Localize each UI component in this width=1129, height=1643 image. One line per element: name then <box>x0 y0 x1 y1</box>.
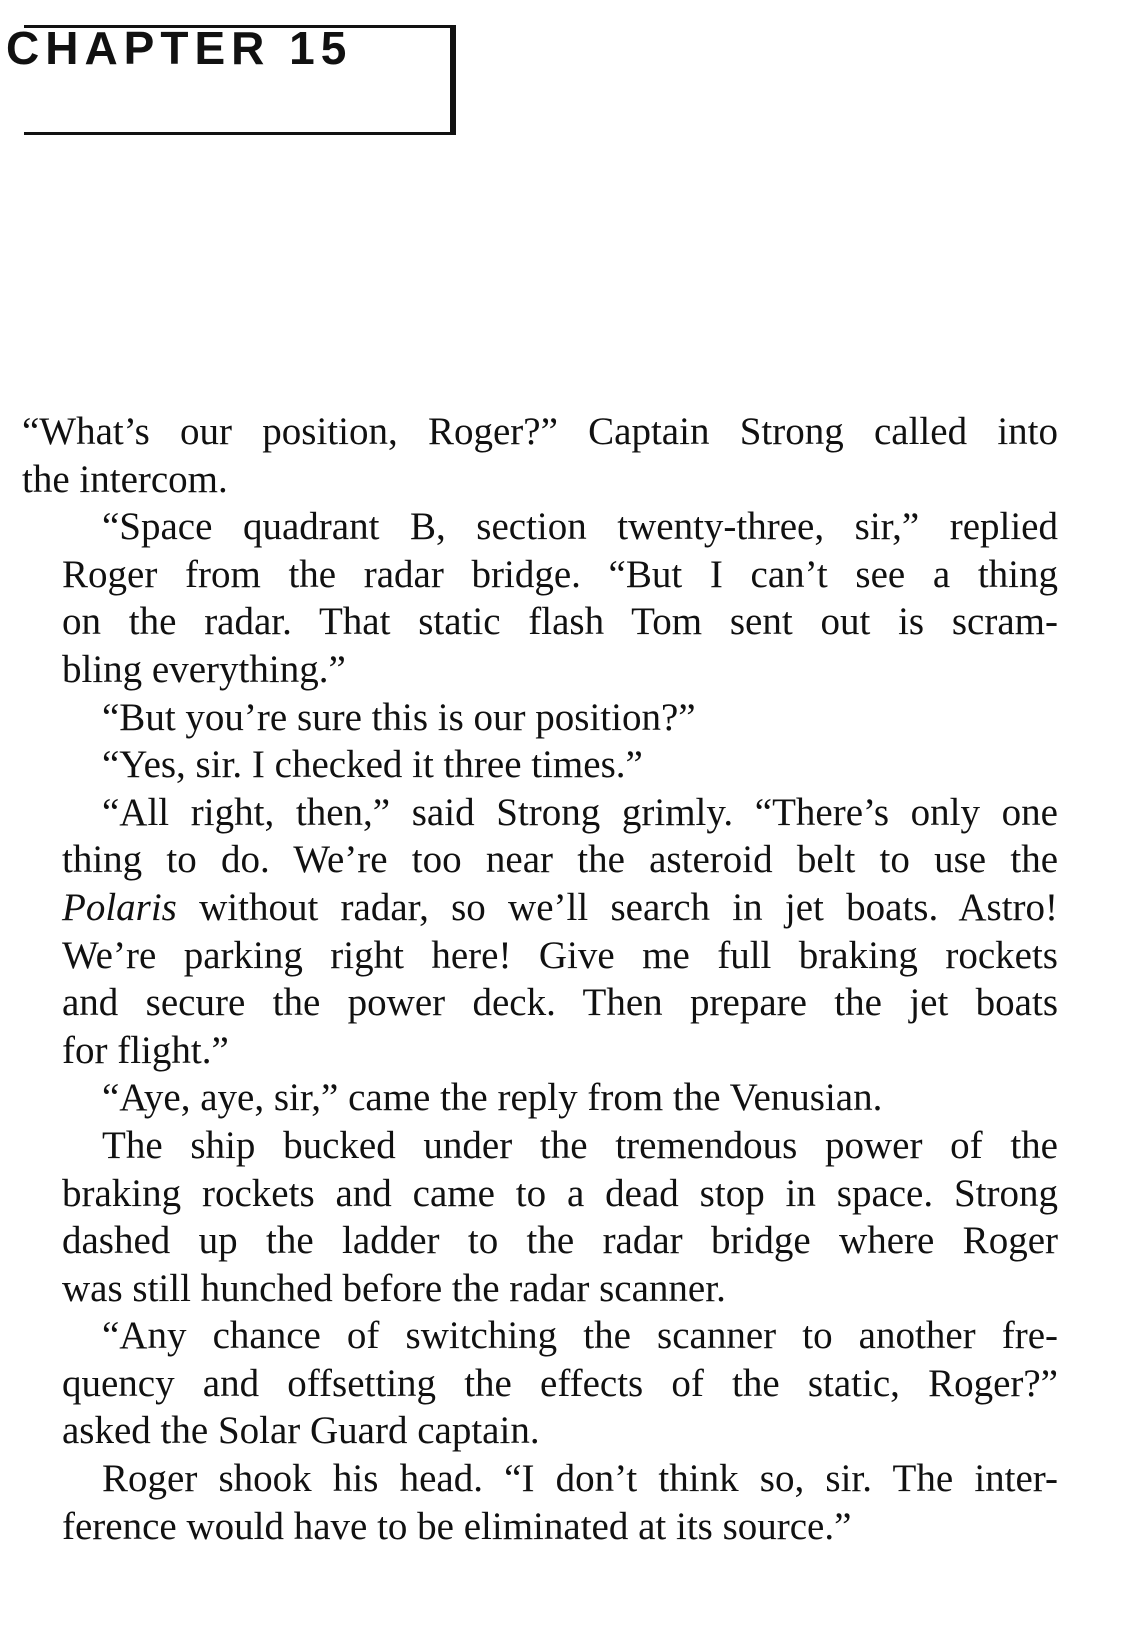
text-line: “Any chance of switching the scanner to another fre- <box>102 1314 1058 1358</box>
chapter-heading: CHAPTER 15 <box>6 22 353 74</box>
paragraph <box>22 503 1058 693</box>
text-line: Roger shook his head. “I don’t think so, sir. The inter- <box>102 1457 1058 1501</box>
text-line: on the radar. That static flash Tom sent out is scram- <box>62 600 1058 644</box>
text-line: for flight.” <box>62 1028 229 1072</box>
text-line: “Yes, sir. I checked it three times.” <box>102 743 643 787</box>
body-text <box>22 408 1058 1550</box>
text-line: thing to do. We’re too near the asteroid belt to use the <box>62 838 1058 882</box>
text-line: dashed up the ladder to the radar bridge where Roger <box>62 1219 1058 1263</box>
text-line: The ship bucked under the tremendous power of the <box>102 1123 1058 1167</box>
paragraph <box>22 408 1058 503</box>
text-line: asked the Solar Guard captain. <box>62 1409 540 1453</box>
paragraph <box>22 1074 1058 1122</box>
text-line: braking rockets and came to a dead stop in space. Strong <box>62 1171 1058 1215</box>
paragraph <box>22 789 1058 1075</box>
text-line: was still hunched before the radar scanner. <box>62 1266 726 1310</box>
paragraph <box>22 741 1058 789</box>
paragraph <box>22 694 1058 742</box>
text-line: We’re parking right here! Give me full braking rockets <box>62 933 1058 977</box>
paragraph <box>22 1455 1058 1550</box>
text-line: and secure the power deck. Then prepare the jet boats <box>62 981 1058 1025</box>
text-line: “Aye, aye, sir,” came the reply from the Venusian. <box>102 1076 883 1120</box>
paragraph <box>22 1312 1058 1455</box>
text-line: “What’s our position, Roger?” Captain Strong called into <box>22 410 1058 453</box>
text-line: ference would have to be eliminated at its source.” <box>62 1504 852 1548</box>
ship-name: Polaris <box>62 885 177 929</box>
text-line: Roger from the radar bridge. “But I can’t see a thing <box>62 552 1058 596</box>
text-line: quency and offsetting the effects of the static, Roger?” <box>62 1361 1058 1405</box>
text-line: “But you’re sure this is our position?” <box>102 695 696 739</box>
text-line: bling everything.” <box>62 647 346 691</box>
text-line: “Space quadrant B, section twenty-three, sir,” replied <box>102 505 1058 549</box>
paragraph <box>22 1122 1058 1312</box>
text-line: Polaris without radar, so we’ll search in jet boats. Astro! <box>62 885 1058 929</box>
text-line: “All right, then,” said Strong grimly. “There’s only one <box>102 790 1058 834</box>
text-line: the intercom. <box>22 457 228 501</box>
